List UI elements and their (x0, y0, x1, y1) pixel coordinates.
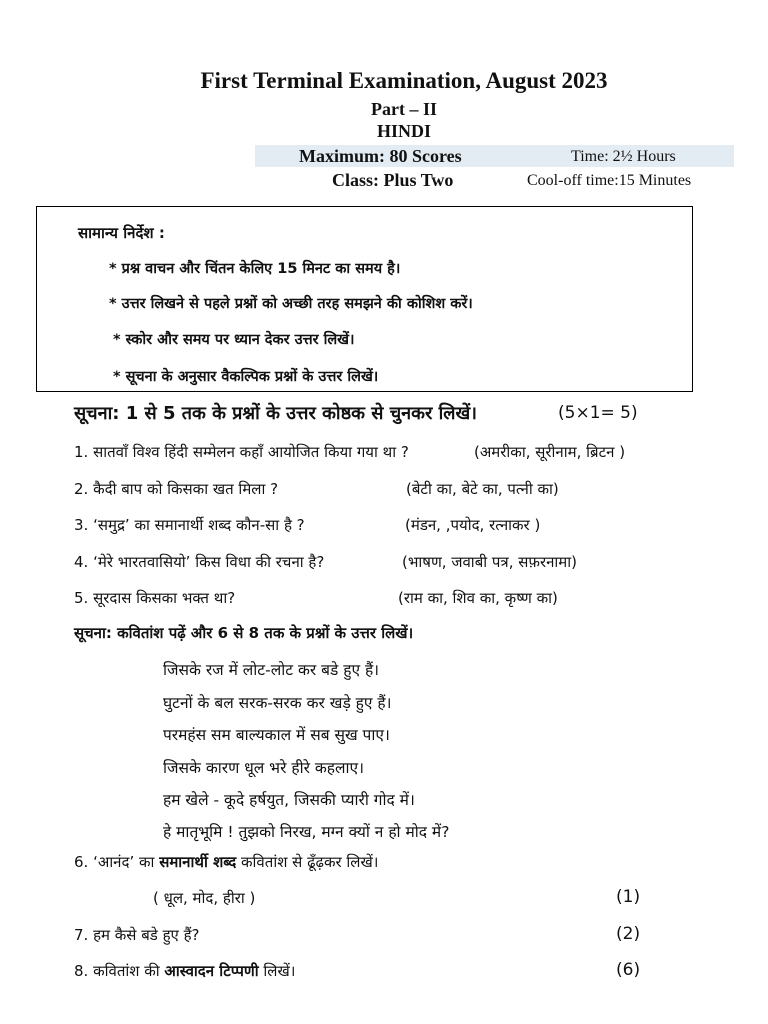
question-6-post: कवितांश से ढूँढ़कर लिखें। (236, 853, 379, 871)
instruction-item: * उत्तर लिखने से पहले प्रश्नों को अच्छी तरह समझने की कोशिश करें। (109, 296, 473, 312)
question-6-score: (1) (616, 887, 641, 907)
question-8-score: (6) (616, 960, 641, 980)
question-2-options: (बेटी का, बेटे का, पत्नी का) (406, 480, 559, 498)
instruction-item: * प्रश्न वाचन और चिंतन केलिए 15 मिनट का समय है। (109, 261, 401, 277)
question-8-pre: 8. कवितांश की (74, 962, 165, 980)
question-6-options: ( धूल, मोद, हीरा ) (153, 889, 256, 907)
question-7-score: (2) (616, 924, 641, 944)
exam-class: Class: Plus Two (332, 170, 454, 190)
instruction-item: * सूचना के अनुसार वैकल्पिक प्रश्नों के उत्तर लिखें। (113, 369, 379, 385)
instruction-item: * स्कोर और समय पर ध्यान देकर उत्तर लिखें। (113, 332, 355, 348)
question-1: 1. सातवाँ विश्व हिंदी सम्मेलन कहाँ आयोजित किया गया था ? (74, 443, 409, 461)
question-8-bold: आस्वादन टिप्पणी (164, 962, 259, 980)
exam-part: Part – II (371, 99, 437, 119)
section1-score: (5×1= 5) (558, 403, 638, 423)
question-3-options: (मंडन, ,पयोद, रत्नाकर ) (405, 516, 541, 534)
exam-subject: HINDI (376, 121, 431, 141)
exam-title: First Terminal Examination, August 2023 (200, 68, 608, 93)
poem-line: जिसके कारण धूल भरे हीरे कहलाए। (163, 759, 364, 777)
question-8 (74, 961, 295, 981)
question-8-post: लिखें। (258, 962, 296, 980)
question-5: 5. सूरदास किसका भक्त था? (74, 589, 236, 607)
cool-off-time: Cool-off time:15 Minutes (527, 172, 692, 189)
question-4-options: (भाषण, जवाबी पत्र, सफ़रनामा) (402, 553, 578, 571)
exam-time: Time: 2½ Hours (571, 148, 676, 165)
poem-line: जिसके रज में लोट-लोट कर बडे हुए हैं। (163, 661, 380, 679)
question-1-options: (अमरीका, सूरीनाम, ब्रिटन ) (474, 443, 626, 461)
question-7: 7. हम कैसे बडे हुए हैं? (74, 926, 200, 944)
poem-line: हम खेले - कूदे हर्षयुत, जिसकी प्यारी गोद में। (163, 791, 415, 809)
poem-line: घुटनों के बल सरक-सरक कर खड़े हुए हैं। (163, 694, 392, 712)
question-5-options: (राम का, शिव का, कृष्ण का) (398, 589, 558, 607)
question-6-bold: समानार्थी शब्द (159, 853, 237, 871)
poem-line: परमहंस सम बाल्यकाल में सब सुख पाए। (163, 726, 390, 744)
max-scores: Maximum: 80 Scores (299, 146, 462, 166)
question-6 (74, 852, 378, 872)
section2-note: सूचना: कवितांश पढ़ें और 6 से 8 तक के प्रश्नों के उत्तर लिखें। (74, 624, 414, 642)
poem-line: हे मातृभूमि ! तुझको निरख, मग्न क्यों न हो मोद में? (163, 823, 450, 841)
question-2: 2. कैदी बाप को किसका खत मिला ? (74, 480, 279, 498)
section1-note: सूचना: 1 से 5 तक के प्रश्नों के उत्तर कोष्ठक से चुनकर लिखें। (74, 403, 477, 424)
question-3: 3. ‘समुद्र’ का समानार्थी शब्द कौन-सा है ? (74, 516, 305, 534)
question-4: 4. ‘मेरे भारतवासियो’ किस विधा की रचना है? (74, 553, 325, 571)
question-6-pre: 6. ‘आनंद’ का (74, 853, 160, 871)
instructions-heading: सामान्य निर्देश : (78, 224, 165, 242)
